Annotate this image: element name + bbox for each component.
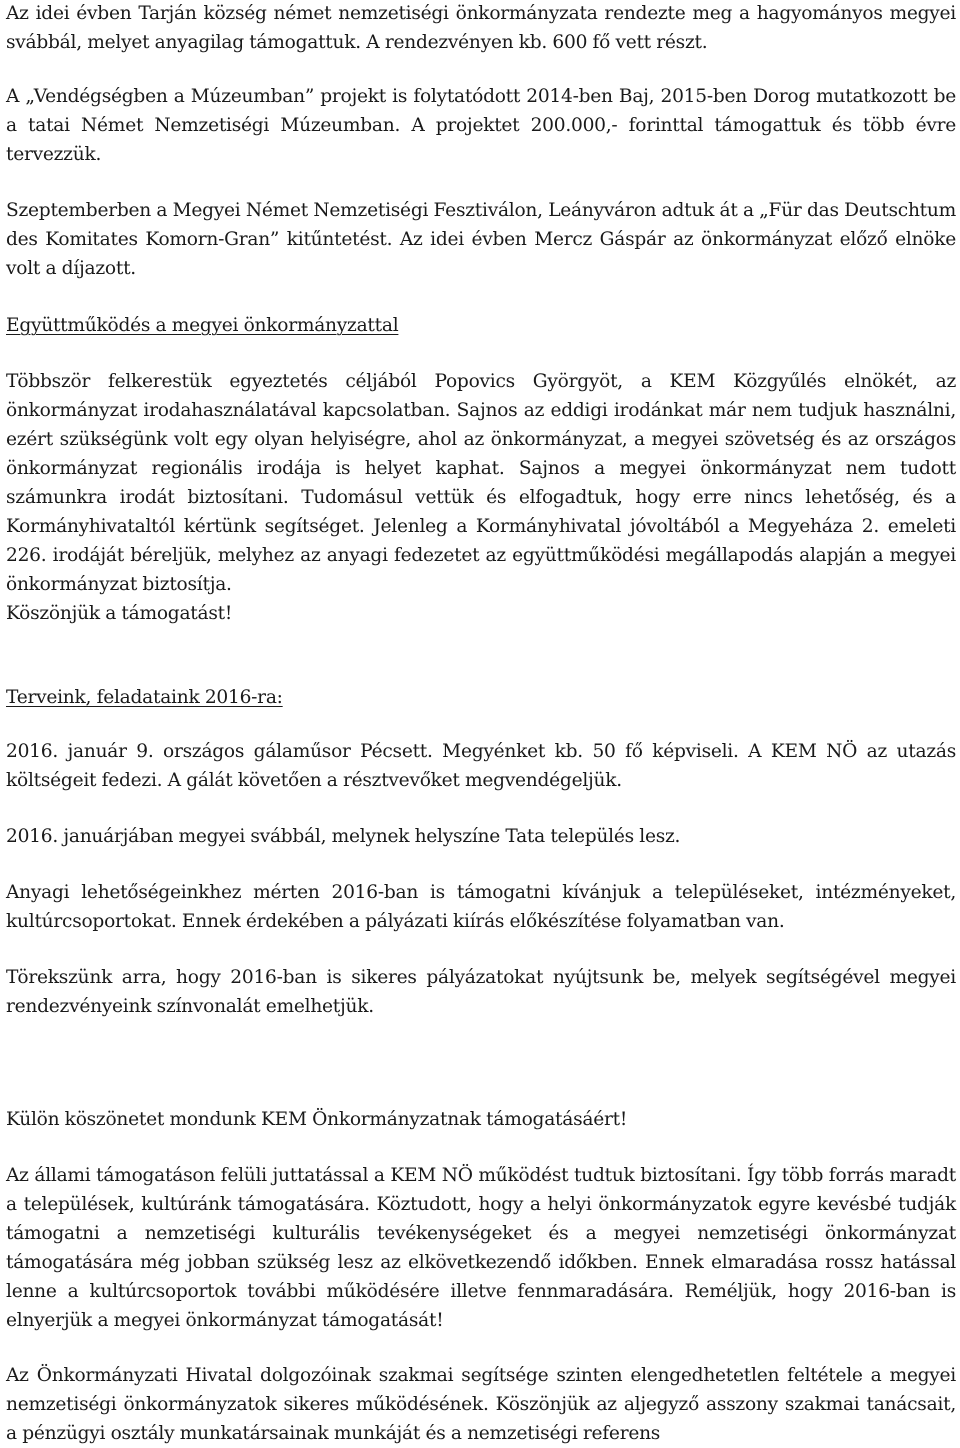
thanks-line: Köszönjük a támogatást! [6,603,233,624]
paragraph-office-staff: Az Önkormányzati Hivatal dolgozóinak szakmai segítsége szinten elengedhetetlen feltétele a megyei nemzetiségi önkormányzatok sikeres működésének. Köszönjük az aljegyző asszony szakmai tanácsait, a pénzügyi osztály munkatársainak munkáját és a nemzetiségi referens [6,1365,956,1444]
paragraph-svabbal-tata: 2016. januárjában megyei svábbál, melynek helyszíne Tata település lesz. [6,826,681,847]
paragraph-gala-pecs: 2016. január 9. országos gálaműsor Pécsett. Megyénket kb. 50 fő képviseli. A KEM NÖ az utazás költségeit fedezi. A gálát követően a résztvevőket megvendégeljük. [6,741,956,791]
section-heading-cooperation: Együttműködés a megyei önkormányzattal [6,315,399,336]
paragraph-state-support: Az állami támogatáson felüli juttatással a KEM NÖ működést tudtuk biztosítani. Így több forrás maradt a települések, kultúránk támogatására. Köztudott, hogy a helyi önkormányzatok egyre kevésbé tudják támogatni a nemzetiségi kulturális tevékenységeket és a megyei nemzetiségi önkormányzat támogatására még jobban szükség lesz az elkövetkezendő időkben. Ennek elmaradása rossz hatással lenne a kultúrcsoportok további működésére illetve fennmaradására. Reméljük, hogy 2016-ban is elnyerjük a megyei önkormányzat támogatását! [6,1165,956,1331]
section-heading-plans-2016: Terveink, feladataink 2016-ra: [6,687,283,708]
paragraph-applications: Törekszünk arra, hogy 2016-ban is sikeres pályázatokat nyújtsunk be, melyek segítségével megyei rendezvényeink színvonalát emelhetjük. [6,967,956,1017]
paragraph-festival-award: Szeptemberben a Megyei Német Nemzetiségi Fesztiválon, Leányváron adtuk át a „Für das Deutschtum des Komitates Komorn-Gran” kitűntetést. Az idei évben Mercz Gáspár az önkormányzat előző elnöke volt a díjazott. [6,200,956,279]
paragraph-thanks-kem: Külön köszönetet mondunk KEM Önkormányzatnak támogatásáért! [6,1109,628,1130]
paragraph-office-cooperation [6,367,956,628]
office-cooperation-text: Többször felkerestük egyeztetés céljából Popovics Györgyöt, a KEM Közgyűlés elnökét, az önkormányzat irodahasználatával kapcsolatban. Sajnos az eddigi irodánkat már nem tudjuk használni, ezért szükségünk volt egy olyan helyiségre, ahol az önkormányzat, a megyei szövetség és az országos önkormányzat regionális irodája is helyet kaphat. Sajnos a megyei önkormányzat nem tudott számunkra irodát biztosítani. Tudomásul vettük és elfogadtuk, hogy erre nincs lehetőség, és a Kormányhivataltól kértünk segítséget. Jelenleg a Kormányhivatal jóvoltából a Megyeháza 2. emeleti 226. irodáját béreljük, melyhez az anyagi fedezetet az együttműködési megállapodás alapján a megyei önkormányzat biztosítja. [6,371,956,595]
paragraph-svabbal: Az idei évben Tarján község német nemzetiségi önkormányzata rendezte meg a hagyományos megyei svábbál, melyet anyagilag támogattuk. A rendezvényen kb. 600 fő vett részt. [6,3,956,53]
paragraph-museum-project: A „Vendégségben a Múzeumban” projekt is folytatódott 2014-ben Baj, 2015-ben Dorog mutatkozott be a tatai Német Nemzetiségi Múzeumban. A projektet 200.000,- forinttal támogattuk és több évre tervezzük. [6,86,956,165]
paragraph-support-settlements: Anyagi lehetőségeinkhez mérten 2016-ban is támogatni kívánjuk a településeket, intézményeket, kultúrcsoportokat. Ennek érdekében a pályázati kiírás előkészítése folyamatban van. [6,882,956,932]
